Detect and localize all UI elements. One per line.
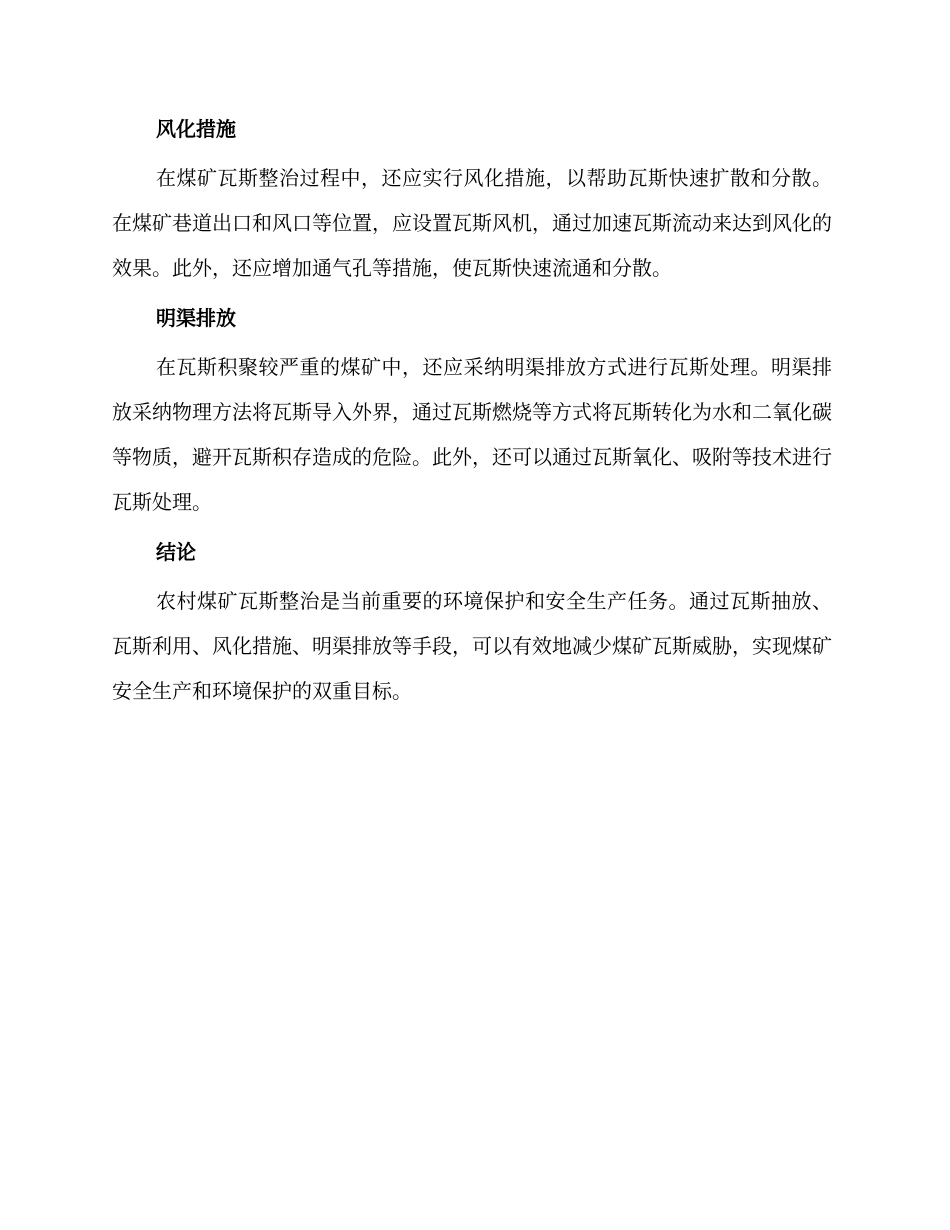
section-heading: 风化措施 [156, 117, 236, 141]
section-paragraph: 农村煤矿瓦斯整治是当前重要的环境保护和安全生产任务。通过瓦斯抽放、瓦斯利用、风化措施、明渠排放等手段，可以有效地减少煤矿瓦斯威胁，实现煤矿安全生产和环境保护的双重目标。 [112, 589, 832, 703]
section-heading: 明渠排放 [156, 306, 236, 330]
section-heading: 结论 [156, 540, 196, 564]
section-paragraph: 在煤矿瓦斯整治过程中，还应实行风化措施，以帮助瓦斯快速扩散和分散。在煤矿巷道出口和风口等位置，应设置瓦斯风机，通过加速瓦斯流动来达到风化的效果。此外，还应增加通气孔等措施，使瓦斯快速流通和分散。 [112, 166, 832, 280]
section-open-channel-discharge [112, 301, 832, 525]
section-conclusion [112, 535, 832, 714]
document-page [112, 112, 832, 714]
section-paragraph: 在瓦斯积聚较严重的煤矿中，还应采纳明渠排放方式进行瓦斯处理。明渠排放采纳物理方法将瓦斯导入外界，通过瓦斯燃烧等方式将瓦斯转化为水和二氧化碳等物质，避开瓦斯积存造成的危险。此外，还可以通过瓦斯氧化、吸附等技术进行瓦斯处理。 [112, 355, 832, 514]
section-weathering-measures [112, 112, 832, 291]
